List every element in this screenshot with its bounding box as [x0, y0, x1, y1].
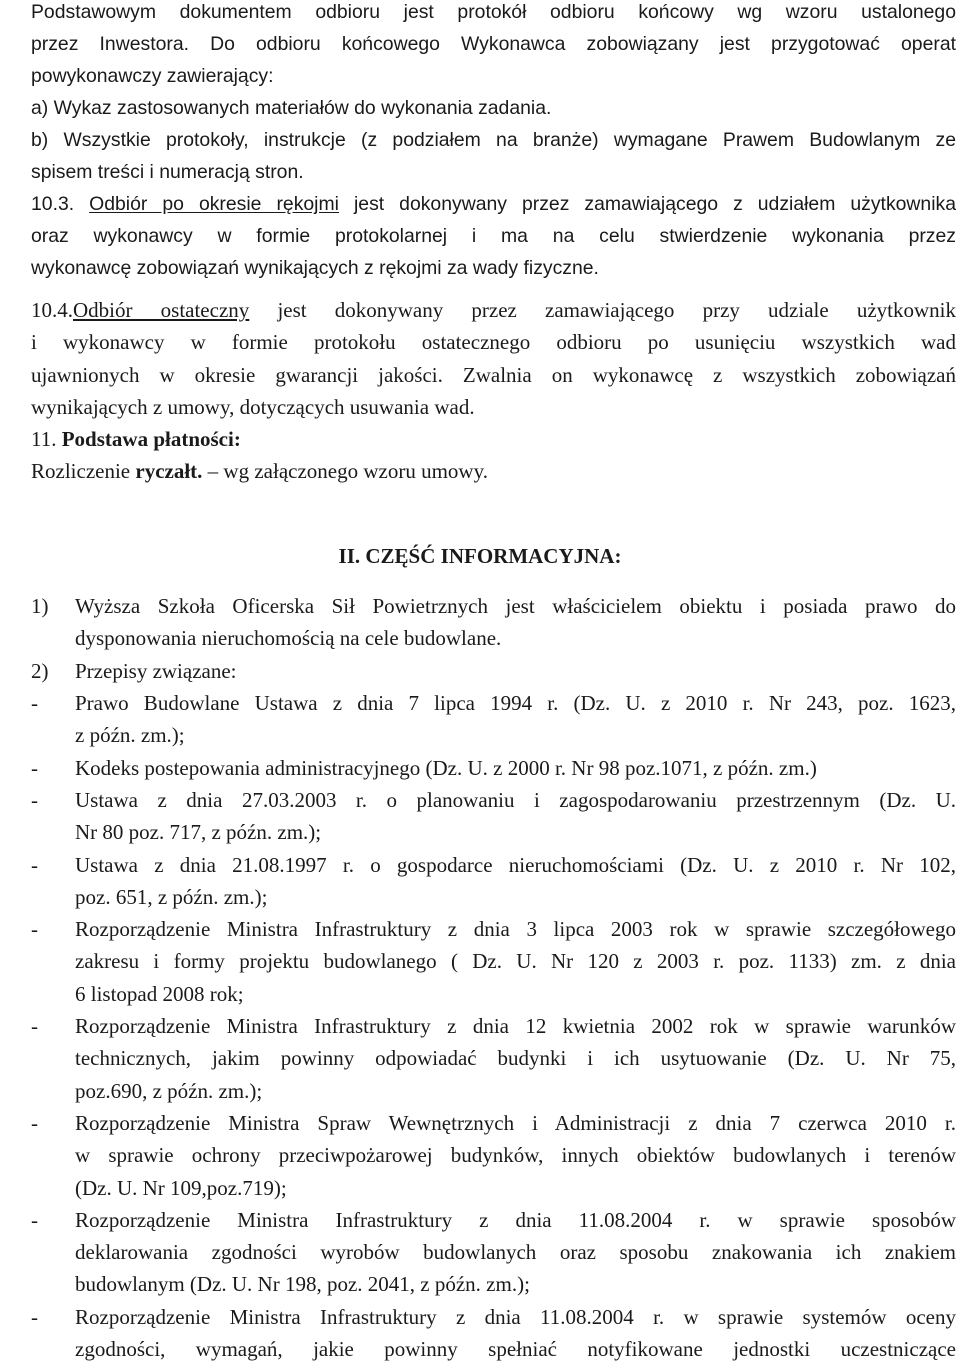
regulation-item-continued: technicznych, jakim powinny odpowiadać budynki i ich usytuowanie (Dz. U. Nr 75, [75, 1046, 956, 1071]
paragraph-line: Podstawowym dokumentem odbioru jest protokół odbioru końcowy wg wzoru ustalonego [31, 1, 956, 23]
section-11-heading [31, 425, 956, 453]
regulation-item-continued: poz. 651, z późn. zm.); [75, 884, 268, 909]
paragraph-line: oraz wykonawcy w formie protokolarnej i ma na celu stwierdzenie wykonania przez [31, 225, 956, 247]
section-title: Odbiór ostateczny [73, 298, 250, 322]
regulation-item: Kodeks postepowania administracyjnego (Dz. U. z 2000 r. Nr 98 poz.1071, z późn. zm.) [75, 755, 817, 780]
regulation-item-continued: zgodności, wymagań, jakie powinny spełniać notyfikowane jednostki uczestniczące [75, 1337, 956, 1361]
regulation-item: Rozporządzenie Ministra Infrastruktury z dnia 3 lipca 2003 rok w sprawie szczegółowego [75, 917, 956, 942]
regulation-item-continued: z późn. zm.); [75, 723, 185, 748]
section-10-4-line: 10.4.Odbiór ostateczny jest dokonywany przez zamawiającego przy udziale użytkownik [31, 298, 956, 322]
regulation-item-continued: zakresu i formy projektu budowlanego ( Dz. U. Nr 120 z 2003 r. poz. 1133) zm. z dnia [75, 949, 956, 974]
regulation-item: Rozporządzenie Ministra Spraw Wewnętrznych i Administracji z dnia 7 czerwca 2010 r. [75, 1110, 956, 1135]
paragraph-line: wykonawcę zobowiązań wynikających z rękojmi za wady fizyczne. [31, 257, 599, 279]
regulation-item-continued: (Dz. U. Nr 109,poz.719); [75, 1175, 287, 1200]
paragraph-line: ujawnionych w okresie gwarancji jakości. Zwalnia on wykonawcę z wszystkich zobowiązań [31, 363, 956, 387]
regulation-item-continued: budowlanym (Dz. U. Nr 198, poz. 2041, z późn. zm.); [75, 1272, 530, 1297]
list-dash: - [31, 787, 38, 812]
list-item-b-continued: spisem treści i numeracją stron. [31, 161, 304, 183]
section-10-3-line: 10.3. Odbiór po okresie rękojmi jest dokonywany przez zamawiającego z udziałem użytkownika [31, 193, 956, 215]
regulation-item-continued: 6 listopad 2008 rok; [75, 981, 244, 1006]
section-number: 10.4. [31, 298, 73, 322]
regulation-item-continued: deklarowania zgodności wyrobów budowlanych oraz sposobu znakowania ich znakiem [75, 1240, 956, 1265]
list-dash: - [31, 852, 38, 877]
item-number: 1) [31, 594, 49, 618]
paragraph-line: wynikających z umowy, dotyczących usuwania wad. [31, 395, 475, 419]
item-number: 2) [31, 659, 49, 683]
list-item-a: a) Wykaz zastosowanych materiałów do wykonania zadania. [31, 97, 552, 119]
list-dash: - [31, 917, 38, 942]
list-dash: - [31, 1304, 38, 1329]
item-1-text: Wyższa Szkoła Oficerska Sił Powietrznych jest właścicielem obiektu i posiada prawo do [75, 594, 956, 618]
part-heading: II. CZĘŚĆ INFORMACYJNA: [338, 544, 622, 568]
section-number: 11. [31, 427, 57, 451]
paragraph-line: powykonawczy zawierający: [31, 65, 274, 87]
paragraph-line: przez Inwestora. Do odbioru końcowego Wykonawca zobowiązany jest przygotować operat [31, 33, 956, 55]
list-dash: - [31, 691, 38, 715]
settlement-line: Rozliczenie ryczałt. – wg załączonego wzoru umowy. [31, 459, 488, 483]
regulation-item: Prawo Budowlane Ustawa z dnia 7 lipca 1994 r. (Dz. U. z 2010 r. Nr 243, poz. 1623, [75, 691, 956, 715]
regulation-item-continued: w sprawie ochrony przeciwpożarowej budynków, innych obiektów budowlanych i terenów [75, 1143, 956, 1168]
list-dash: - [31, 1014, 38, 1038]
list-dash: - [31, 1110, 38, 1135]
section-title: Odbiór po okresie rękojmi [89, 193, 339, 215]
regulation-item: Rozporządzenie Ministra Infrastruktury z dnia 11.08.2004 r. w sprawie sposobów [75, 1207, 956, 1232]
list-dash: - [31, 1207, 38, 1232]
paragraph-line: i wykonawcy w formie protokołu ostatecznego odbioru po usunięciu wszystkich wad [31, 330, 956, 354]
regulation-item: Ustawa z dnia 21.08.1997 r. o gospodarce nieruchomościami (Dz. U. z 2010 r. Nr 102, [75, 852, 956, 877]
list-item-b: b) Wszystkie protokoły, instrukcje (z podziałem na branże) wymagane Prawem Budowlanym ze [31, 129, 956, 151]
regulation-item-continued: Nr 80 poz. 717, z późn. zm.); [75, 820, 322, 845]
section-number: 10.3. [31, 193, 75, 215]
regulation-item: Rozporządzenie Ministra Infrastruktury z dnia 11.08.2004 r. w sprawie systemów oceny [75, 1304, 956, 1329]
section-title: Podstawa płatności: [61, 427, 241, 451]
regulation-item: Rozporządzenie Ministra Infrastruktury z dnia 12 kwietnia 2002 rok w sprawie warunków [75, 1014, 956, 1038]
list-dash: - [31, 755, 38, 780]
regulation-item-continued: poz.690, z późn. zm.); [75, 1078, 263, 1103]
item-1-text-continued: dysponowania nieruchomością na cele budowlane. [75, 626, 502, 650]
regulation-item: Ustawa z dnia 27.03.2003 r. o planowaniu i zagospodarowaniu przestrzennym (Dz. U. [75, 787, 956, 812]
item-2-text: Przepisy związane: [75, 659, 237, 683]
